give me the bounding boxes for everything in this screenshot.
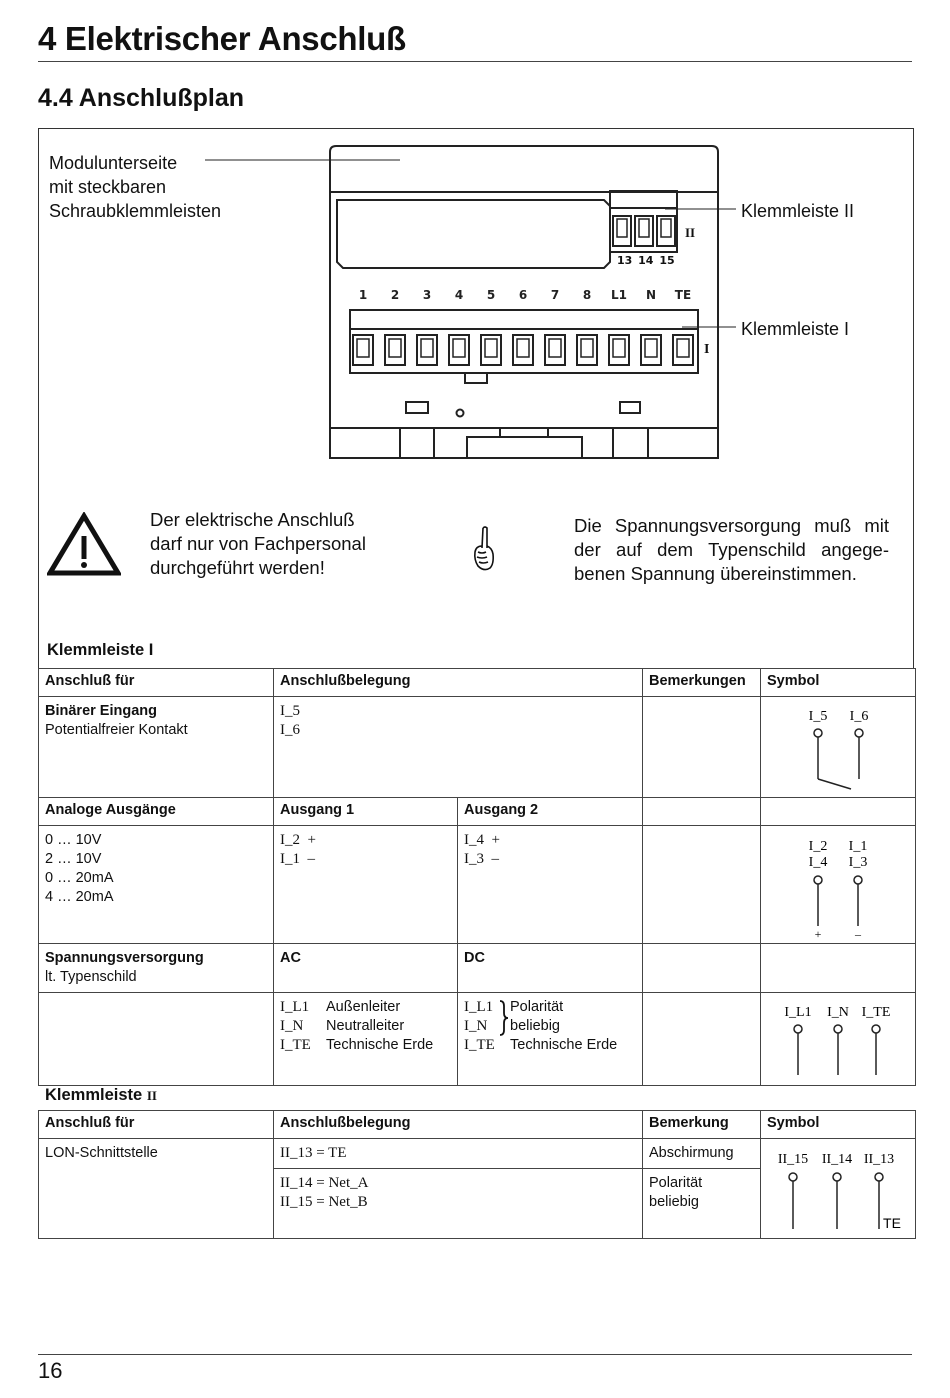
- k1-header-anschluss: Anschluß für: [39, 669, 274, 697]
- lon-row-1: II_13 = TE: [274, 1139, 643, 1169]
- k2-table: [38, 1110, 916, 1239]
- output-1-pins: I_2 + I_1 –: [274, 826, 458, 944]
- k1-terminal-screw: [421, 339, 433, 357]
- supply-ac-pins: I_L1 Außenleiter I_N Neutralleiter I_TE Technische Erde: [274, 993, 458, 1086]
- output-1-header: Ausgang 1: [274, 798, 458, 826]
- k2-title: Klemmleiste II: [45, 1086, 157, 1104]
- k1-terminal-screw: [517, 339, 529, 357]
- lon-sym-15: II_15: [777, 1152, 809, 1167]
- note-text: Die Spannungsversorgung muß mit der auf dem Typenschild angege- benen Spannung übereinstimmen.: [574, 515, 889, 584]
- k1-terminal-number: 4: [454, 288, 464, 302]
- k1-terminal-screw: [549, 339, 561, 357]
- analog-sym-minus: –: [855, 927, 861, 941]
- k1-terminal-screw: [485, 339, 497, 357]
- lon-symbol: [761, 1139, 916, 1239]
- k1-terminal-number: 8: [582, 288, 592, 302]
- k1-terminal-number: 3: [422, 288, 432, 302]
- k1-terminal-number: TE: [674, 288, 692, 302]
- supply-dc-header: DC: [458, 944, 643, 993]
- k1-terminal-number: L1: [611, 288, 627, 302]
- footer-rule: [38, 1354, 912, 1355]
- supply-symbol: [761, 993, 916, 1086]
- analog-sym-1: I_1: [848, 839, 868, 854]
- module-label: Modulunterseite mit steckbaren Schraubklemmleisten: [49, 153, 222, 221]
- supply-cell: Spannungsversorgung lt. Typenschild: [39, 944, 274, 993]
- lon-sym-te: TE: [883, 1215, 901, 1231]
- analog-sym-3: I_3: [848, 855, 868, 870]
- k2-header-belegung: Anschlußbelegung: [274, 1111, 643, 1139]
- supply-dc-pins: I_L1 Polarität I_N beliebig I_TE Technische Erde: [458, 993, 643, 1086]
- supply-ac-header: AC: [274, 944, 458, 993]
- section-heading: 4.4 Anschlußplan: [38, 84, 245, 112]
- warning-text: Der elektrische Anschluß darf nur von Fachpersonal durchgeführt werden!: [150, 509, 366, 578]
- analog-outputs-label: Analoge Ausgänge: [39, 798, 274, 826]
- lon-row-2-note: Polarität beliebig: [643, 1169, 761, 1239]
- binary-symbol: [761, 697, 916, 798]
- binary-sym-label-5: I_5: [808, 709, 828, 724]
- lon-sym-14: II_14: [821, 1152, 853, 1167]
- page-heading: 4 Elektrischer Anschluß: [38, 20, 406, 57]
- lon-interface: LON-Schnittstelle: [39, 1139, 274, 1239]
- k1-title-box: [38, 632, 914, 668]
- supply-sym-n: I_N: [827, 1005, 849, 1020]
- pointing-hand-icon: [470, 524, 498, 576]
- klemmleiste-1-roman: I: [704, 342, 710, 357]
- k1-terminal-screw: [677, 339, 689, 357]
- k1-terminal-number: N: [645, 288, 657, 302]
- supply-sym-te: I_TE: [861, 1005, 891, 1020]
- k1-terminal-number: 7: [550, 288, 560, 302]
- page-number: 16: [38, 1358, 63, 1383]
- binary-remark: [643, 697, 761, 798]
- k2-header-anschluss: Anschluß für: [39, 1111, 274, 1139]
- k2-header-bemerkung: Bemerkung: [643, 1111, 761, 1139]
- analog-sym-4: I_4: [808, 855, 828, 870]
- k1-terminal-number: 5: [486, 288, 496, 302]
- klemmleiste-2-numbers: 13 14 15: [617, 254, 675, 267]
- k1-header-bemerkungen: Bemerkungen: [643, 669, 761, 697]
- supply-sym-l1: I_L1: [784, 1005, 812, 1020]
- k1-terminal-screw: [613, 339, 625, 357]
- k1-terminal-screw: [357, 339, 369, 357]
- analog-sym-plus: +: [814, 927, 822, 941]
- binary-sym-label-6: I_6: [849, 709, 869, 724]
- output-2-header: Ausgang 2: [458, 798, 643, 826]
- module-drawing: [0, 0, 950, 480]
- k2-header-symbol: Symbol: [761, 1111, 916, 1139]
- k1-terminal-number: 2: [390, 288, 400, 302]
- output-2-pins: I_4 + I_3 –: [458, 826, 643, 944]
- binary-pins: I_5 I_6: [274, 697, 643, 798]
- analog-symbol: [761, 826, 916, 944]
- klemmleiste-2-roman: II: [685, 225, 696, 240]
- k1-terminal-number: 1: [358, 288, 368, 302]
- k1-terminal-screw: [581, 339, 593, 357]
- analog-ranges: 0 … 10V 2 … 10V 0 … 20mA 4 … 20mA: [39, 826, 274, 944]
- lon-sym-13: II_13: [863, 1152, 895, 1167]
- lon-row-1-note: Abschirmung: [643, 1139, 761, 1169]
- analog-sym-2: I_2: [808, 839, 828, 854]
- k1-terminal-number: 6: [518, 288, 528, 302]
- k1-title: Klemmleiste I: [47, 641, 154, 659]
- klemmleiste-2-label: Klemmleiste II: [741, 201, 855, 221]
- k1-header-symbol: Symbol: [761, 669, 916, 697]
- binary-input-cell: Binärer Eingang Potentialfreier Kontakt: [39, 697, 274, 798]
- k1-terminal-screw: [453, 339, 465, 357]
- k1-header-belegung: Anschlußbelegung: [274, 669, 643, 697]
- k1-terminal-screw: [389, 339, 401, 357]
- klemmleiste-1-label: Klemmleiste I: [741, 319, 850, 339]
- k1-terminal-screw: [645, 339, 657, 357]
- k1-table: [38, 668, 916, 1086]
- warning-triangle-icon: [47, 512, 121, 576]
- brace-icon: [497, 999, 509, 1037]
- lon-row-2: II_14 = Net_A II_15 = Net_B: [274, 1169, 643, 1239]
